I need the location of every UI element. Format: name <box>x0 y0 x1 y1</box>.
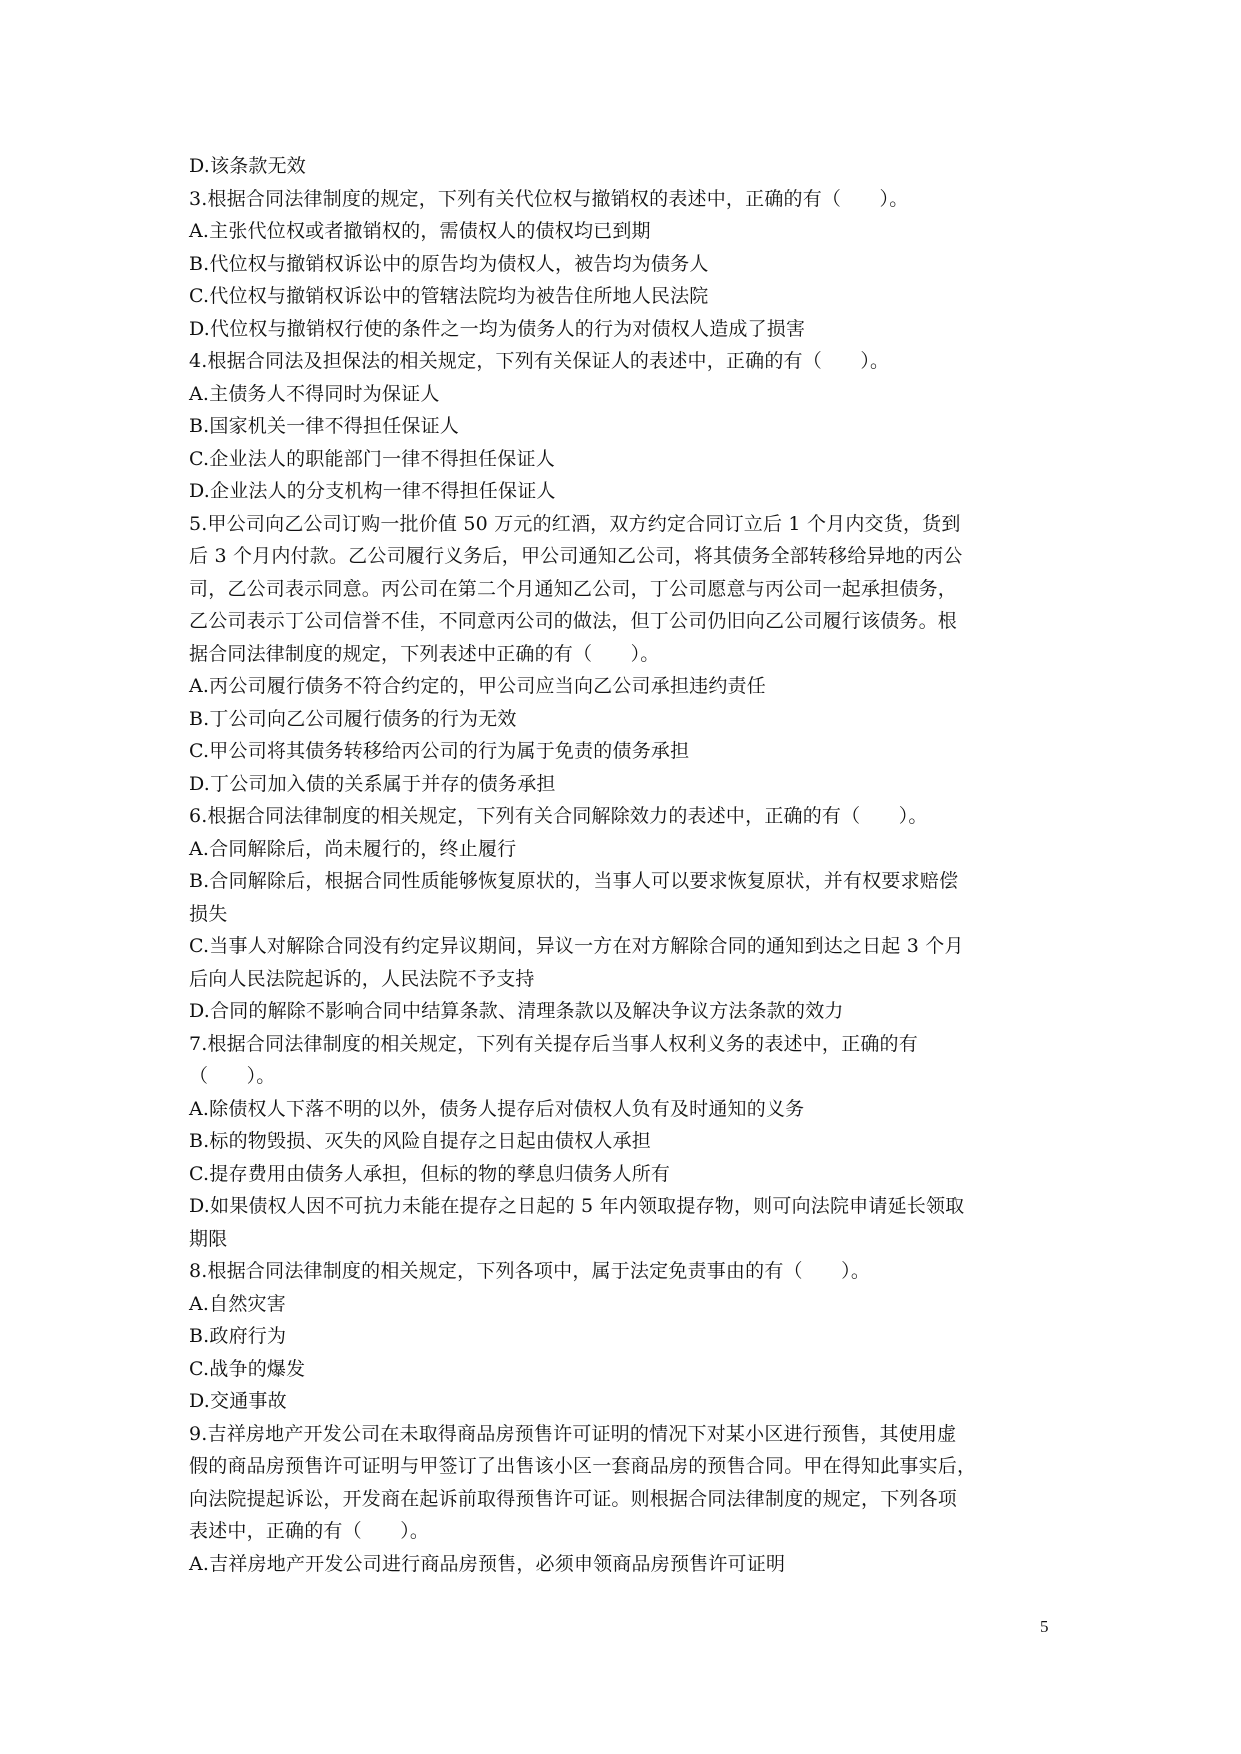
question-9-option-a: A.吉祥房地产开发公司进行商品房预售，必须申领商品房预售许可证明 <box>189 1552 786 1575</box>
question-6-option-d: D.合同的解除不影响合同中结算条款、清理条款以及解决争议方法条款的效力 <box>189 1000 844 1022</box>
question-6-stem: 6.根据合同法律制度的相关规定，下列有关合同解除效力的表述中，正确的有（ ）。 <box>189 805 928 827</box>
question-6-option-b-cont: 损失 <box>189 902 228 925</box>
question-9-stem-line: 9.吉祥房地产开发公司在未取得商品房预售许可证明的情况下对某小区进行预售，其使用虚 <box>189 1422 957 1445</box>
question-5-stem-line: 司，乙公司表示同意。丙公司在第二个月通知乙公司，丁公司愿意与丙公司一起承担债务， <box>189 577 958 600</box>
question-4-stem: 4.根据合同法及担保法的相关规定，下列有关保证人的表述中，正确的有（ ）。 <box>189 350 890 372</box>
question-9-stem-line: 假的商品房预售许可证明与甲签订了出售该小区一套商品房的预售合同。甲在得知此事实后， <box>189 1455 977 1477</box>
question-6-option-c-cont: 后向人民法院起诉的，人民法院不予支持 <box>189 967 535 990</box>
question-5-stem-line: 乙公司表示丁公司信誉不佳，不同意丙公司的做法，但丁公司仍旧向乙公司履行该债务。根 <box>189 610 958 632</box>
question-5-option-b: B.丁公司向乙公司履行债务的行为无效 <box>189 707 517 730</box>
document-body <box>189 150 1055 1580</box>
question-3-option-b: B.代位权与撤销权诉讼中的原告均为债权人，被告均为债务人 <box>189 252 709 275</box>
question-5-option-a: A.丙公司履行债务不符合约定的，甲公司应当向乙公司承担违约责任 <box>189 675 766 697</box>
question-5-option-d: D.丁公司加入债的关系属于并存的债务承担 <box>189 772 556 795</box>
question-7-stem-cont: （ ）。 <box>189 1065 276 1087</box>
question-7-option-c: C.提存费用由债务人承担，但标的物的孳息归债务人所有 <box>189 1162 671 1185</box>
page-number: 5 <box>1040 1617 1049 1636</box>
question-6-option-c: C.当事人对解除合同没有约定异议期间，异议一方在对方解除合同的通知到达之日起 3 个月 <box>189 935 964 957</box>
question-7-option-d-cont: 期限 <box>189 1227 228 1250</box>
question-6-option-a: A.合同解除后，尚未履行的，终止履行 <box>189 837 517 860</box>
question-3-stem: 3.根据合同法律制度的规定，下列有关代位权与撤销权的表述中，正确的有（ ）。 <box>189 187 909 210</box>
question-7-option-d: D.如果债权人因不可抗力未能在提存之日起的 5 年内领取提存物，则可向法院申请延长领取 <box>189 1195 965 1217</box>
question-8-option-a: A.自然灾害 <box>189 1292 286 1315</box>
question-6-option-b: B.合同解除后，根据合同性质能够恢复原状的，当事人可以要求恢复原状，并有权要求赔偿 <box>189 870 959 892</box>
question-7-stem: 7.根据合同法律制度的相关规定，下列有关提存后当事人权利义务的表述中，正确的有 <box>189 1032 918 1055</box>
question-9-stem-line: 表述中，正确的有（ ）。 <box>189 1520 430 1542</box>
question-5-stem-line: 据合同法律制度的规定，下列表述中正确的有（ ）。 <box>189 642 660 665</box>
question-3-option-a: A.主张代位权或者撤销权的，需债权人的债权均已到期 <box>189 220 651 242</box>
question-4-option-a: A.主债务人不得同时为保证人 <box>189 382 440 405</box>
question-7-option-b: B.标的物毁损、灭失的风险自提存之日起由债权人承担 <box>189 1130 652 1152</box>
question-7-option-a: A.除债权人下落不明的以外，债务人提存后对债权人负有及时通知的义务 <box>189 1097 805 1120</box>
question-5-stem-line: 后 3 个月内付款。乙公司履行义务后，甲公司通知乙公司，将其债务全部转移给异地的丙公 <box>189 545 963 567</box>
question-4-option-c: C.企业法人的职能部门一律不得担任保证人 <box>189 447 555 470</box>
question-3-option-c: C.代位权与撤销权诉讼中的管辖法院均为被告住所地人民法院 <box>189 285 709 307</box>
question-8-option-d: D.交通事故 <box>189 1390 287 1412</box>
question-4-option-b: B.国家机关一律不得担任保证人 <box>189 415 460 437</box>
question-3-option-d: D.代位权与撤销权行使的条件之一均为债务人的行为对债权人造成了损害 <box>189 317 806 340</box>
question-5-stem-line: 5.甲公司向乙公司订购一批价值 50 万元的红酒，双方约定合同订立后 1 个月内交货，货到 <box>189 512 961 535</box>
question-5-option-c: C.甲公司将其债务转移给丙公司的行为属于免责的债务承担 <box>189 740 690 762</box>
question-4-option-d: D.企业法人的分支机构一律不得担任保证人 <box>189 480 556 502</box>
text-line: D.该条款无效 <box>189 155 306 177</box>
question-8-option-c: C.战争的爆发 <box>189 1357 306 1380</box>
question-8-stem: 8.根据合同法律制度的相关规定，下列各项中，属于法定免责事由的有（ ）。 <box>189 1260 871 1282</box>
question-9-stem-line: 向法院提起诉讼，开发商在起诉前取得预售许可证。则根据合同法律制度的规定，下列各项 <box>189 1487 958 1510</box>
question-8-option-b: B.政府行为 <box>189 1325 287 1347</box>
